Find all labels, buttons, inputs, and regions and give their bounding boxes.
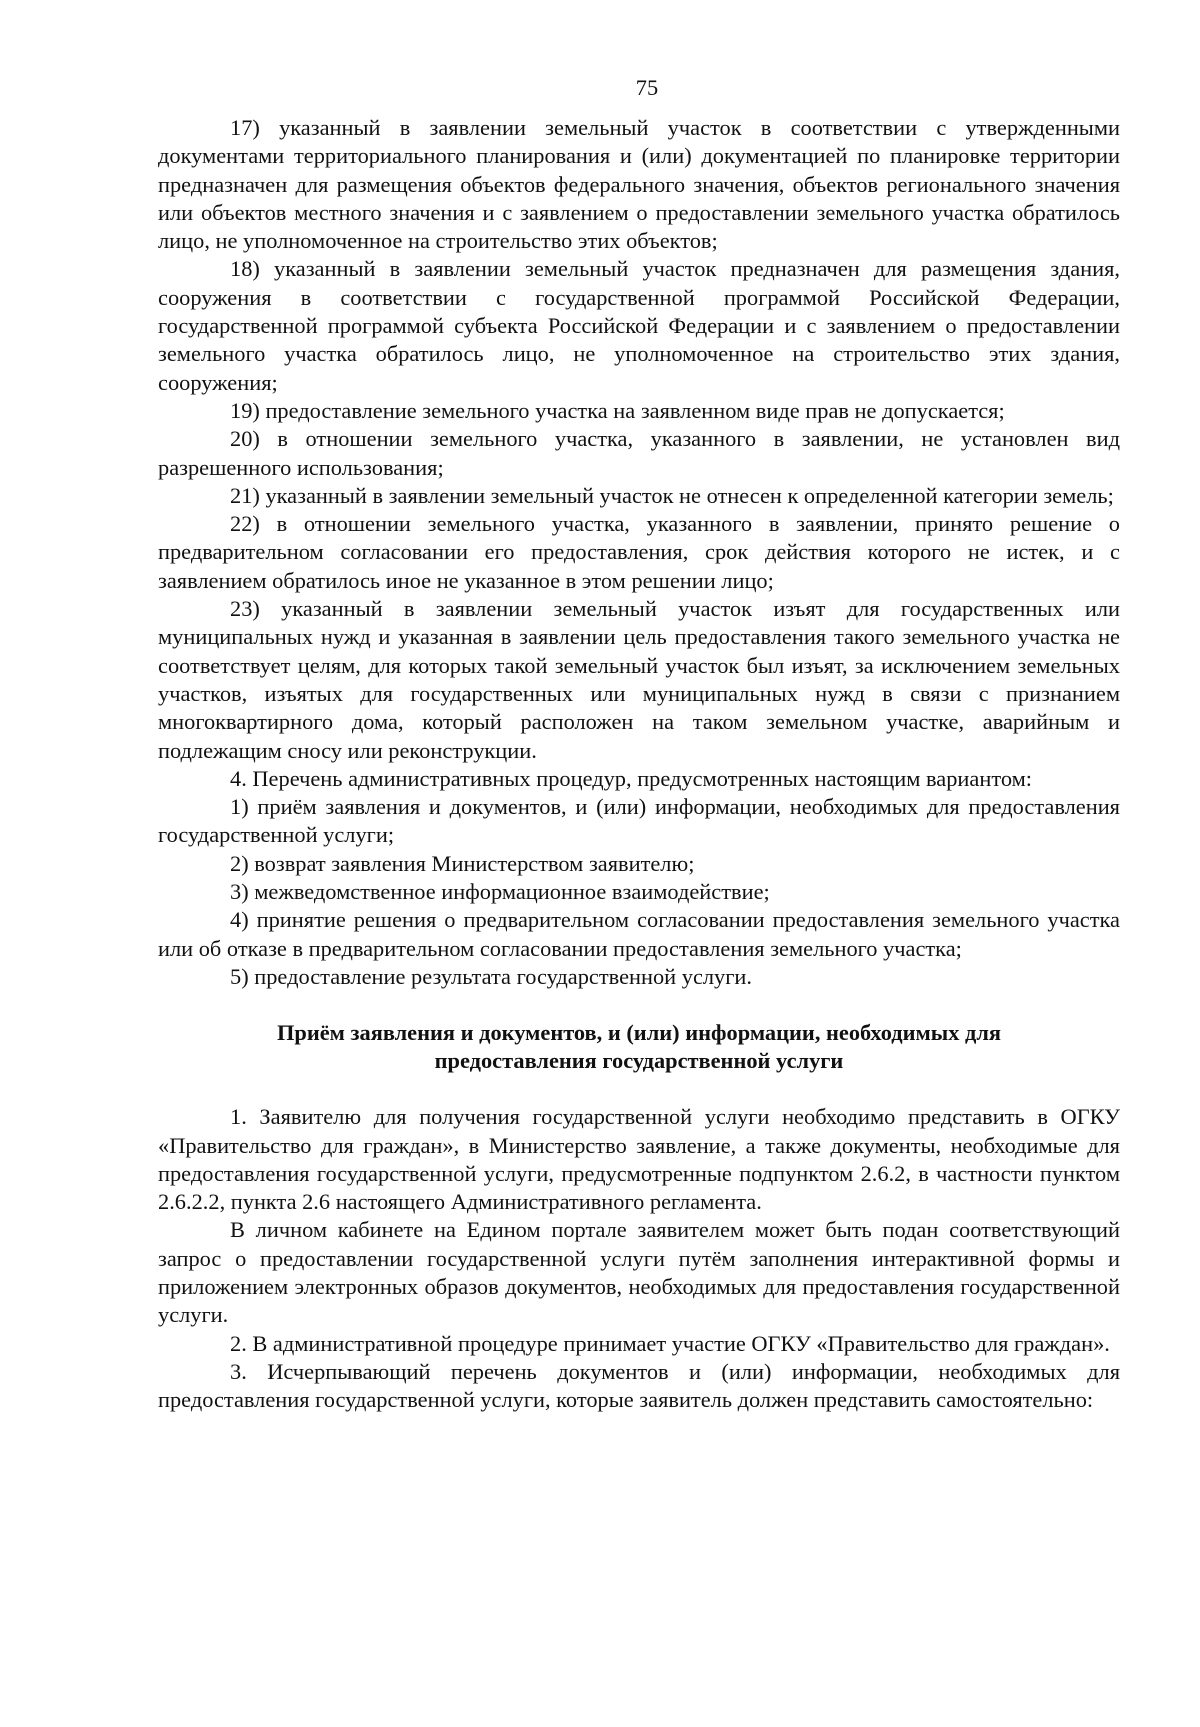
procedure-item-1: 1) приём заявления и документов, и (или) информации, необходимых для предоставления государственной услуги;	[158, 794, 1120, 848]
section-text	[158, 1103, 1120, 1414]
section-paragraph-1: 1. Заявителю для получения государственной услуги необходимо представить в ОГКУ «Правительство для граждан», в Министерство заявление, а также документы, необходимые для предоставления государственной услуги, предусмотренные подпунктом 2.6.2, в частности пунктом 2.6.2.2, пункта 2.6 настоящего Административного регламента.	[158, 1104, 1120, 1215]
section-paragraph-2: В личном кабинете на Едином портале заявителем может быть подан соответствующий запрос о предоставлении государственной услуги путём заполнения интерактивной формы и приложением электронных образов документов, необходимых для предоставления государственной услуги.	[158, 1217, 1120, 1328]
paragraph-item-20: 20) в отношении земельного участка, указанного в заявлении, не установлен вид разрешенного использования;	[158, 426, 1120, 480]
section-paragraph-4: 3. Исчерпывающий перечень документов и (или) информации, необходимых для предоставления государственной услуги, которые заявитель должен представить самостоятельно:	[158, 1358, 1120, 1413]
paragraph-item-23: 23) указанный в заявлении земельный участок изъят для государственных или муниципальных нужд и указанная в заявлении цель предоставления такого земельного участка не соответствует целям, для которых такой земельный участок был изъят, за исключением земельных участков, изъятых для государственных или муниципальных нужд в связи с признанием многоквартирного дома, который расположен на таком земельном участке, аварийным и подлежащим сносу или реконструкции.	[158, 596, 1120, 763]
section-paragraph-3: 2. В административной процедуре принимает участие ОГКУ «Правительство для граждан».	[230, 1330, 1110, 1356]
paragraph-item-18: 18) указанный в заявлении земельный участок предназначен для размещения здания, сооружения в соответствии с государственной программой Российской Федерации, государственной программой субъекта Российской Федерации и с заявлением о предоставлении земельного участка обратилось лицо, не уполномоченное на строительство этих здания, сооружения;	[158, 256, 1120, 395]
body-text	[158, 114, 1120, 991]
procedure-item-3: 3) межведомственное информационное взаимодействие;	[230, 879, 770, 905]
section-heading-line-2: предоставления государственной услуги	[434, 1048, 844, 1074]
page-number: 75	[635, 75, 659, 100]
paragraph-item-21: 21) указанный в заявлении земельный участок не отнесен к определенной категории земель;	[230, 482, 1114, 508]
procedure-item-2: 2) возврат заявления Министерством заявителю;	[230, 850, 695, 876]
paragraph-item-22: 22) в отношении земельного участка, указанного в заявлении, принято решение о предварительном согласовании его предоставления, срок действия которого не истек, и с заявлением обратилось иное не указанное в этом решении лицо;	[158, 511, 1120, 593]
section-heading	[158, 1019, 1120, 1075]
section-heading-line-1: Приём заявления и документов, и (или) информации, необходимых для	[276, 1020, 1002, 1046]
procedure-item-5: 5) предоставление результата государственной услуги.	[230, 963, 753, 989]
paragraph-item-17: 17) указанный в заявлении земельный участок в соответствии с утвержденными документами территориального планирования и (или) документацией по планировке территории предназначен для размещения объектов федерального значения, объектов регионального значения или объектов местного значения и с заявлением о предоставлении земельного участка обратилось лицо, не уполномоченное на строительство этих объектов;	[158, 115, 1120, 254]
procedure-item-4: 4) принятие решения о предварительном согласовании предоставления земельного участка или об отказе в предварительном согласовании предоставления земельного участка;	[158, 907, 1120, 961]
paragraph-procedures-list-intro: 4. Перечень административных процедур, предусмотренных настоящим вариантом:	[230, 765, 1032, 791]
paragraph-item-19: 19) предоставление земельного участка на заявленном виде прав не допускается;	[230, 397, 1005, 423]
